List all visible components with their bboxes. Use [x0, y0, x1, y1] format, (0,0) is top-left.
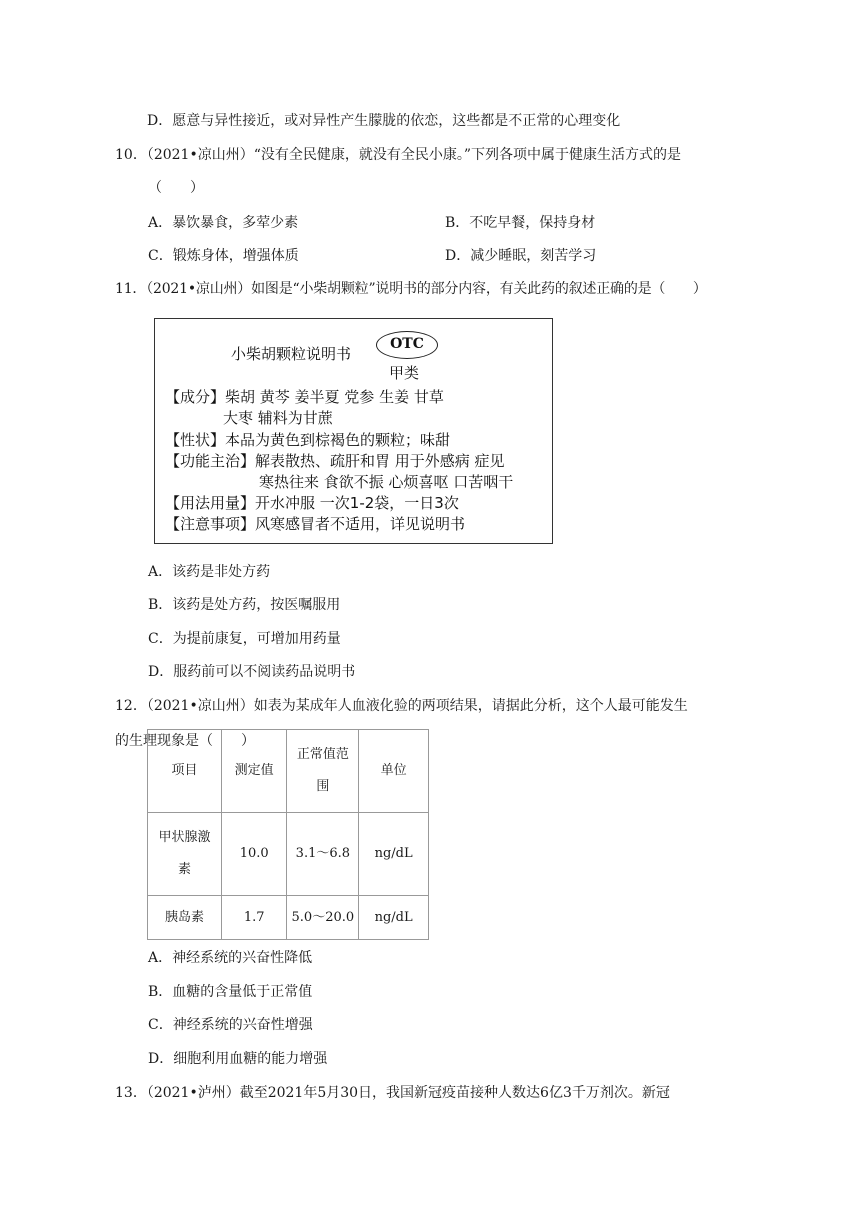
q10-options-row1 [0, 213, 860, 233]
label-function-1: 【功能主治】解表散热、疏肝和胃 用于外感病 症见 [165, 452, 505, 470]
q11-option-d: D．服药前可以不阅读药品说明书 [148, 664, 356, 680]
q12-option-a: A．神经系统的兴奋性降低 [148, 950, 313, 966]
label-usage: 【用法用量】开水冲服 一次1-2袋，一日3次 [165, 494, 459, 512]
q11-option-a: A．该药是非处方药 [148, 564, 271, 580]
table-row [148, 896, 429, 940]
table-cell: 10.0 [221, 813, 287, 896]
q12-option-b: B．血糖的含量低于正常值 [148, 984, 313, 1000]
q12-option-c: C．神经系统的兴奋性增强 [148, 1017, 313, 1033]
medicine-label [154, 318, 553, 544]
table-cell: 3.1～6.8 [287, 813, 359, 896]
table-cell: 5.0～20.0 [287, 896, 359, 940]
table-cell: 甲状腺激素 [148, 813, 222, 896]
q10-options-row2 [0, 246, 860, 266]
blood-test-table [147, 729, 429, 940]
q12-stem-line1: 12．（2021•凉山州）如表为某成年人血液化验的两项结果，请据此分析，这个人最可能发生 [115, 698, 688, 714]
table-cell: 1.7 [221, 896, 287, 940]
label-ingredients-2: 大枣 辅料为甘蔗 [223, 409, 333, 427]
table-header-cell: 项目 [148, 730, 222, 813]
label-ingredients-1: 【成分】柴胡 黄芩 姜半夏 党参 生姜 甘草 [165, 388, 444, 406]
table-header-cell: 测定值 [221, 730, 287, 813]
table-row [148, 813, 429, 896]
q13-stem-line1: 13．（2021•泸州）截至2021年5月30日，我国新冠疫苗接种人数达6亿3千万剂次。新冠 [115, 1085, 670, 1101]
q10-option-d: D．减少睡眠，刻苦学习 [445, 248, 597, 264]
label-notes: 【注意事项】风寒感冒者不适用，详见说明书 [165, 515, 466, 533]
label-title: 小柴胡颗粒说明书 [231, 345, 352, 363]
q10-option-a: A．暴饮暴食，多荤少素 [148, 215, 299, 231]
table-header-row [148, 730, 429, 813]
table-header-cell: 单位 [359, 730, 429, 813]
otc-badge: OTC [376, 331, 438, 359]
q11-option-b: B．该药是处方药，按医嘱服用 [148, 597, 341, 613]
q10-option-c: C．锻炼身体，增强体质 [148, 248, 299, 264]
label-otc-class: 甲类 [389, 364, 420, 382]
q9-option-d: D．愿意与异性接近，或对异性产生朦胧的依恋，这些都是不正常的心理变化 [147, 113, 621, 129]
table-cell: ng/dL [359, 896, 429, 940]
q12-option-d: D．细胞利用血糖的能力增强 [148, 1051, 328, 1067]
table-cell: ng/dL [359, 813, 429, 896]
q11-option-c: C．为提前康复，可增加用药量 [148, 631, 341, 647]
label-properties: 【性状】本品为黄色到棕褐色的颗粒；味甜 [165, 431, 451, 449]
q10-option-b: B．不吃早餐，保持身材 [445, 215, 596, 231]
q12-stem-line2: 的生理现象是（ ） [115, 733, 255, 749]
table-cell: 胰岛素 [148, 896, 222, 940]
q11-stem: 11．（2021•凉山州）如图是“小柴胡颗粒”说明书的部分内容，有关此药的叙述正确的是（ ） [115, 281, 707, 297]
table-header-cell: 正常值范围 [287, 730, 359, 813]
q10-stem-line1: 10．（2021•凉山州）“没有全民健康，就没有全民小康。”下列各项中属于健康生活方式的是 [115, 147, 682, 163]
q10-stem-line2: （ ） [148, 180, 204, 196]
label-function-2: 寒热往来 食欲不振 心烦喜呕 口苦咽干 [259, 473, 514, 491]
